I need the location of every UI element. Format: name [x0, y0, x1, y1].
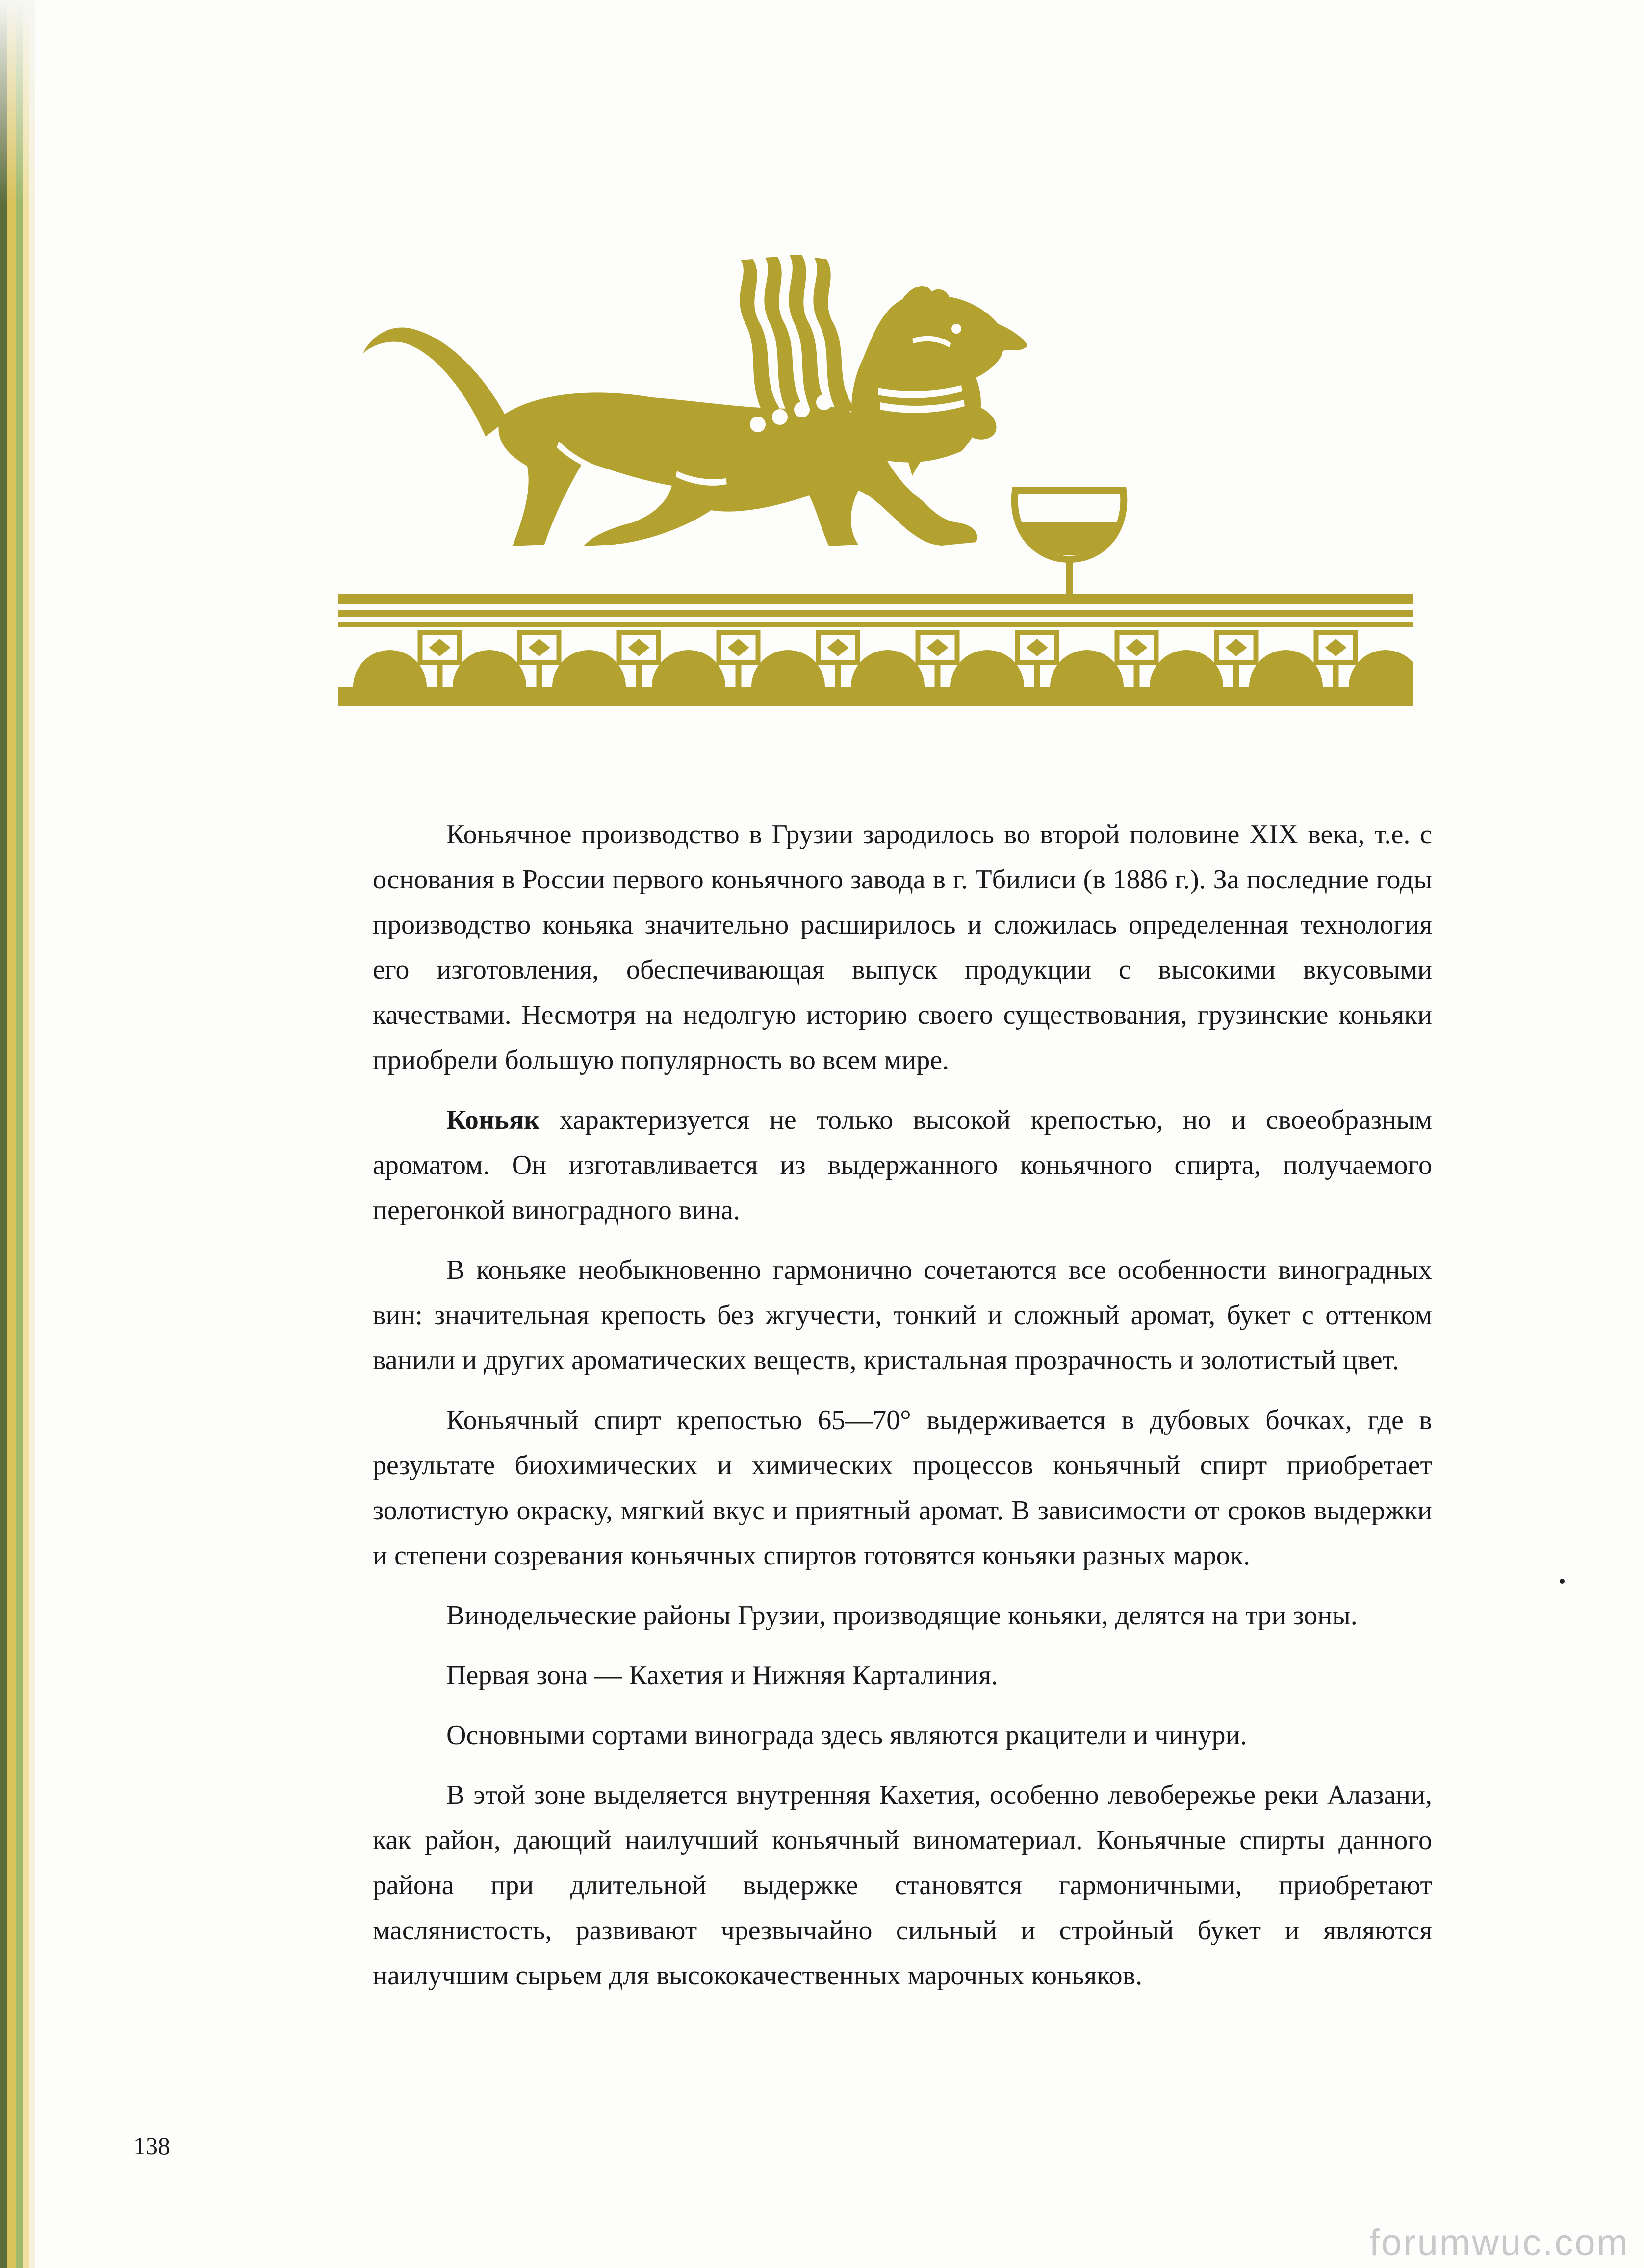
frieze-stem	[1233, 662, 1239, 687]
frieze-stem	[736, 662, 742, 687]
print-speck	[1560, 1579, 1565, 1584]
paragraph-5: Винодельческие районы Грузии, производящие коньяки, делятся на три зоны.	[446, 1600, 1358, 1631]
term-cognac: Коньяк	[446, 1105, 540, 1135]
frieze-stem	[437, 662, 443, 687]
paragraph-8: В этой зоне выделяется внутренняя Кахетия, особенно левобережье реки Алазани, как район, дающий наилучший коньячный виноматериал. Коньячные спирты данного района при длительной выдержке становятся гармоничными, приобретают маслянистость, развивают чрезвычайно сильный и стройный букет и являются наилучшим сырьем для высококачественных марочных коньяков.	[373, 1780, 1432, 1991]
frieze-diamond	[1027, 639, 1048, 656]
frieze-arches	[353, 633, 1413, 687]
frieze-diamond	[728, 639, 749, 656]
paragraph-3: В коньяке необыкновенно гармонично сочетаются все особенности виноградных вин: значительная крепость без жгучести, тонкий и сложный аромат, букет с оттенком ванили и других ароматических веществ, кристальная прозрачность и золотистый цвет.	[373, 1255, 1432, 1376]
frieze-arch	[652, 650, 725, 687]
book-edge	[0, 0, 35, 2268]
frieze-stem	[1034, 662, 1040, 687]
frieze-diamond	[429, 639, 451, 656]
frieze-diamond	[927, 639, 949, 656]
paragraph-4: Коньячный спирт крепостью 65—70° выдерживается в дубовых бочках, где в результате биохимических и химических процессов коньячный спирт приобретает золотистую окраску, мягкий вкус и приятный аромат. В зависимости от сроков выдержки и степени созревания коньячных спиртов готовятся коньяки разных марок.	[373, 1405, 1432, 1571]
frieze-arch	[552, 650, 626, 687]
frieze-diamond	[1126, 639, 1148, 656]
frieze-arch	[353, 650, 427, 687]
paragraph-2: Коньяк характеризуется не только высокой крепостью, но и своеобразным ароматом. Он изготавливается из выдержанного коньячного спирта, получаемого перегонкой виноградного вина.	[373, 1105, 1432, 1225]
frieze-stem	[1134, 662, 1140, 687]
frieze-arch	[1349, 650, 1413, 687]
frieze-stem	[935, 662, 941, 687]
article-body	[373, 812, 1432, 2013]
site-watermark: forumwuc.com	[1369, 2222, 1629, 2264]
frieze-arch	[1249, 650, 1323, 687]
griffin-tail-icon	[363, 327, 508, 437]
page-number: 138	[133, 2132, 170, 2160]
frieze-diamond	[628, 639, 650, 656]
frieze-arch	[851, 650, 925, 687]
griffin-emblem-illustration	[338, 255, 1413, 706]
griffin-head-icon	[851, 286, 1028, 463]
paragraph-1: Коньячное производство в Грузии зародилось во второй половине XIX века, т.е. с основания в России первого коньячного завода в г. Тбилиси (в 1886 г.). За последние годы производство коньяка значительно расширилось и сложилась определенная технология его изготовления, обеспечивающая выпуск продукции с высокими вкусовыми качествами. Несмотря на недолгую историю своего существования, грузинские коньяки приобрели большую популярность во всем мире.	[373, 819, 1432, 1075]
frieze-stem	[537, 662, 542, 687]
frieze-stem	[636, 662, 642, 687]
frieze-stem	[1333, 662, 1339, 687]
paragraph-6: Первая зона — Кахетия и Нижняя Карталиния.	[446, 1660, 998, 1691]
frieze-diamond	[529, 639, 550, 656]
frieze-arch	[950, 650, 1024, 687]
arcade-frieze-ornament	[338, 594, 1413, 706]
frieze-diamond	[1226, 639, 1247, 656]
frieze-arch	[1050, 650, 1124, 687]
frieze-arch	[453, 650, 526, 687]
frieze-stem	[835, 662, 841, 687]
paragraph-7: Основными сортами винограда здесь являются ркацители и чинури.	[446, 1720, 1247, 1750]
frieze-arch	[1150, 650, 1223, 687]
frieze-diamond	[1325, 639, 1347, 656]
frieze-arch	[751, 650, 825, 687]
frieze-diamond	[827, 639, 849, 656]
